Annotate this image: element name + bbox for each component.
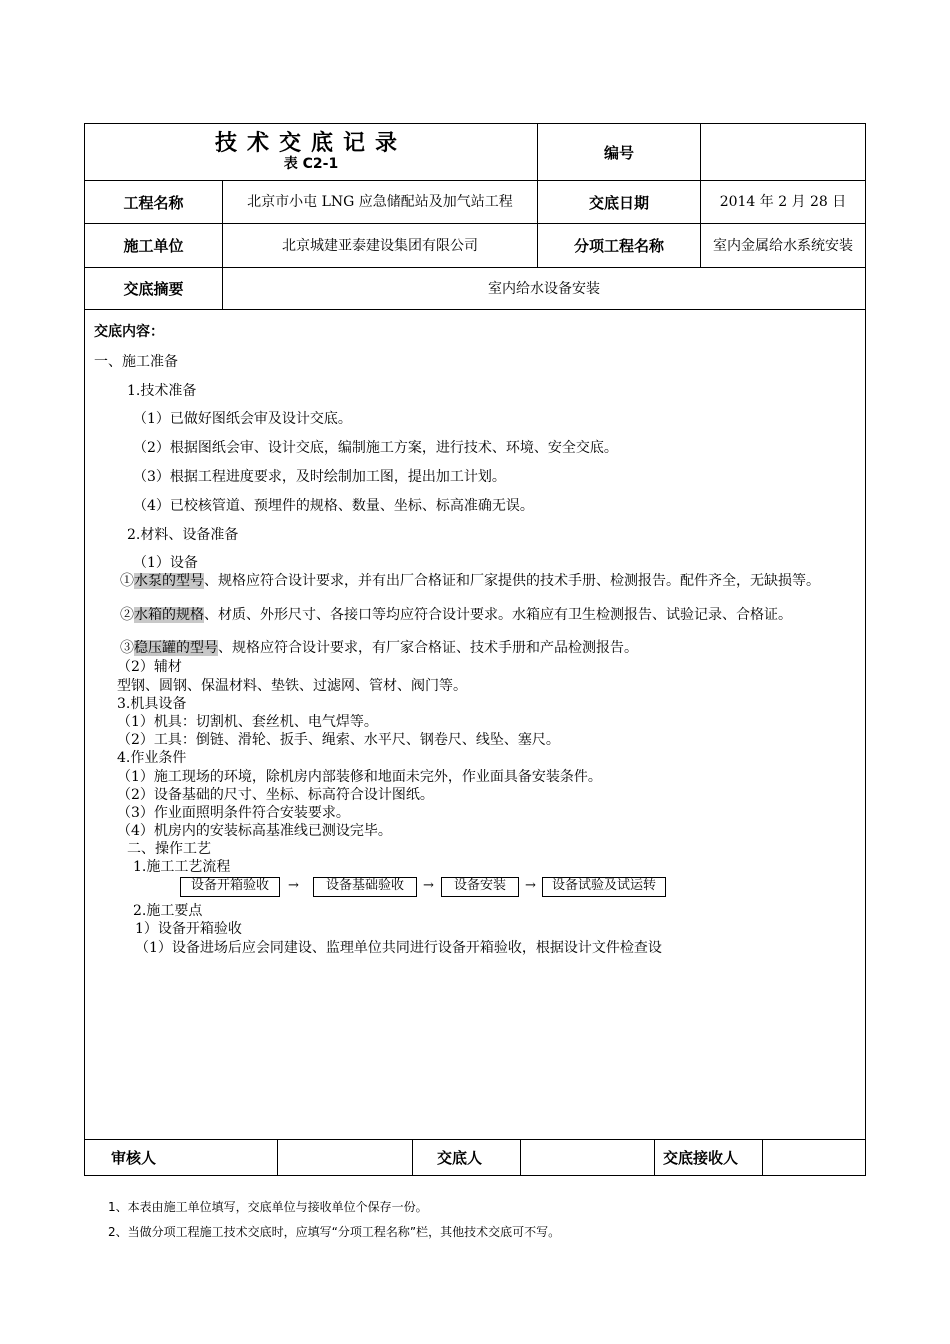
section-prep: 一、施工准备	[94, 354, 178, 370]
reviewer-label: 审核人	[84, 1139, 278, 1176]
content-heading: 交底内容：	[94, 324, 164, 340]
tech-item-4: （4）已校核管道、预埋件的规格、数量、坐标、标高准确无误。	[133, 498, 534, 514]
flow-step-foundation: 设备基础验收	[313, 877, 417, 897]
aux-material-heading: （2）辅材	[117, 659, 182, 675]
flow-step-unboxing: 设备开箱验收	[180, 877, 280, 897]
tools-list: （2）工具：倒链、滑轮、扳手、绳索、水平尺、钢卷尺、线坠、塞尺。	[117, 732, 560, 748]
condition-3: （3）作业面照明条件符合安装要求。	[117, 805, 350, 821]
condition-1: （1）施工现场的环境，除机房内部装修和地面未完外，作业面具备安装条件。	[117, 769, 602, 785]
flow-step-testing: 设备试验及试运转	[542, 877, 666, 897]
discloser-label: 交底人	[412, 1139, 521, 1176]
construction-unit-value: 北京城建亚泰建设集团有限公司	[222, 223, 538, 268]
condition-4: （4）机房内的安装标高基准线已测设完毕。	[117, 823, 392, 839]
flow-arrow-3: →	[525, 878, 536, 893]
summary-label: 交底摘要	[84, 267, 223, 310]
aux-material-list: 型钢、圆钢、保温材料、垫铁、过滤网、管材、阀门等。	[117, 678, 467, 694]
flow-step-installation: 设备安装	[441, 877, 519, 897]
equipment-item-1: ①水泵的型号、规格应符合设计要求，并有出厂合格证和厂家提供的技术手册、检测报告。配件齐全，无缺损等。	[120, 573, 820, 589]
work-conditions-heading: 4.作业条件	[117, 750, 187, 766]
subproject-name-label: 分项工程名称	[537, 223, 701, 268]
project-name-value: 北京市小屯 LNG 应急储配站及加气站工程	[222, 180, 538, 224]
equipment-item-2: ②水箱的规格、材质、外形尺寸、各接口等均应符合设计要求。水箱应有卫生检测报告、试验记录、合格证。	[120, 607, 792, 623]
key-points-heading: 2.施工要点	[133, 903, 203, 919]
receiver-label: 交底接收人	[654, 1139, 763, 1176]
unboxing-item-1: （1）设备进场后应会同建设、监理单位共同进行设备开箱验收，根据设计文件检查设	[135, 940, 662, 956]
section-process: 二、操作工艺	[127, 841, 211, 857]
tech-prep: 1.技术准备	[127, 383, 197, 399]
note-2: 2、当做分项工程施工技术交底时，应填写“分项工程名称”栏，其他技术交底可不写。	[108, 1225, 561, 1239]
form-number: 表 C2-1	[283, 156, 339, 172]
disclosure-date-label: 交底日期	[537, 180, 701, 224]
disclosure-date-value: 2014 年 2 月 28 日	[700, 180, 866, 224]
construction-unit-label: 施工单位	[84, 223, 223, 268]
title-cell	[84, 123, 538, 181]
discloser-value	[520, 1139, 655, 1176]
machinery-list: （1）机具：切割机、套丝机、电气焊等。	[117, 714, 378, 730]
process-flow-heading: 1.施工工艺流程	[133, 859, 231, 875]
pressure-tank-highlight: 稳压罐的型号	[134, 640, 218, 656]
material-prep: 2.材料、设备准备	[127, 527, 239, 543]
equipment-heading: （1）设备	[133, 555, 198, 571]
tech-item-1: （1）已做好图纸会审及设计交底。	[133, 411, 352, 427]
tech-item-3: （3）根据工程进度要求，及时绘制加工图，提出加工计划。	[133, 469, 506, 485]
tank-spec-highlight: 水箱的规格	[134, 607, 204, 623]
number-value	[700, 123, 866, 181]
subproject-name-value: 室内金属给水系统安装	[700, 223, 866, 268]
unboxing-heading: 1）设备开箱验收	[135, 921, 242, 937]
condition-2: （2）设备基础的尺寸、坐标、标高符合设计图纸。	[117, 787, 434, 803]
reviewer-value	[277, 1139, 413, 1176]
tech-item-2: （2）根据图纸会审、设计交底，编制施工方案，进行技术、环境、安全交底。	[133, 440, 618, 456]
number-label: 编号	[537, 123, 701, 181]
summary-value: 室内给水设备安装	[222, 267, 866, 310]
equipment-item-3: ③稳压罐的型号、规格应符合设计要求，有厂家合格证、技术手册和产品检测报告。	[120, 640, 638, 656]
machinery-heading: 3.机具设备	[117, 696, 187, 712]
flow-arrow-2: →	[423, 878, 434, 893]
form-title: 技术交底记录	[214, 131, 407, 156]
flow-arrow-1: →	[288, 878, 299, 893]
pump-model-highlight: 水泵的型号	[134, 573, 204, 589]
receiver-value	[762, 1139, 866, 1176]
project-name-label: 工程名称	[84, 180, 223, 224]
note-1: 1、本表由施工单位填写，交底单位与接收单位个保存一份。	[108, 1200, 428, 1214]
